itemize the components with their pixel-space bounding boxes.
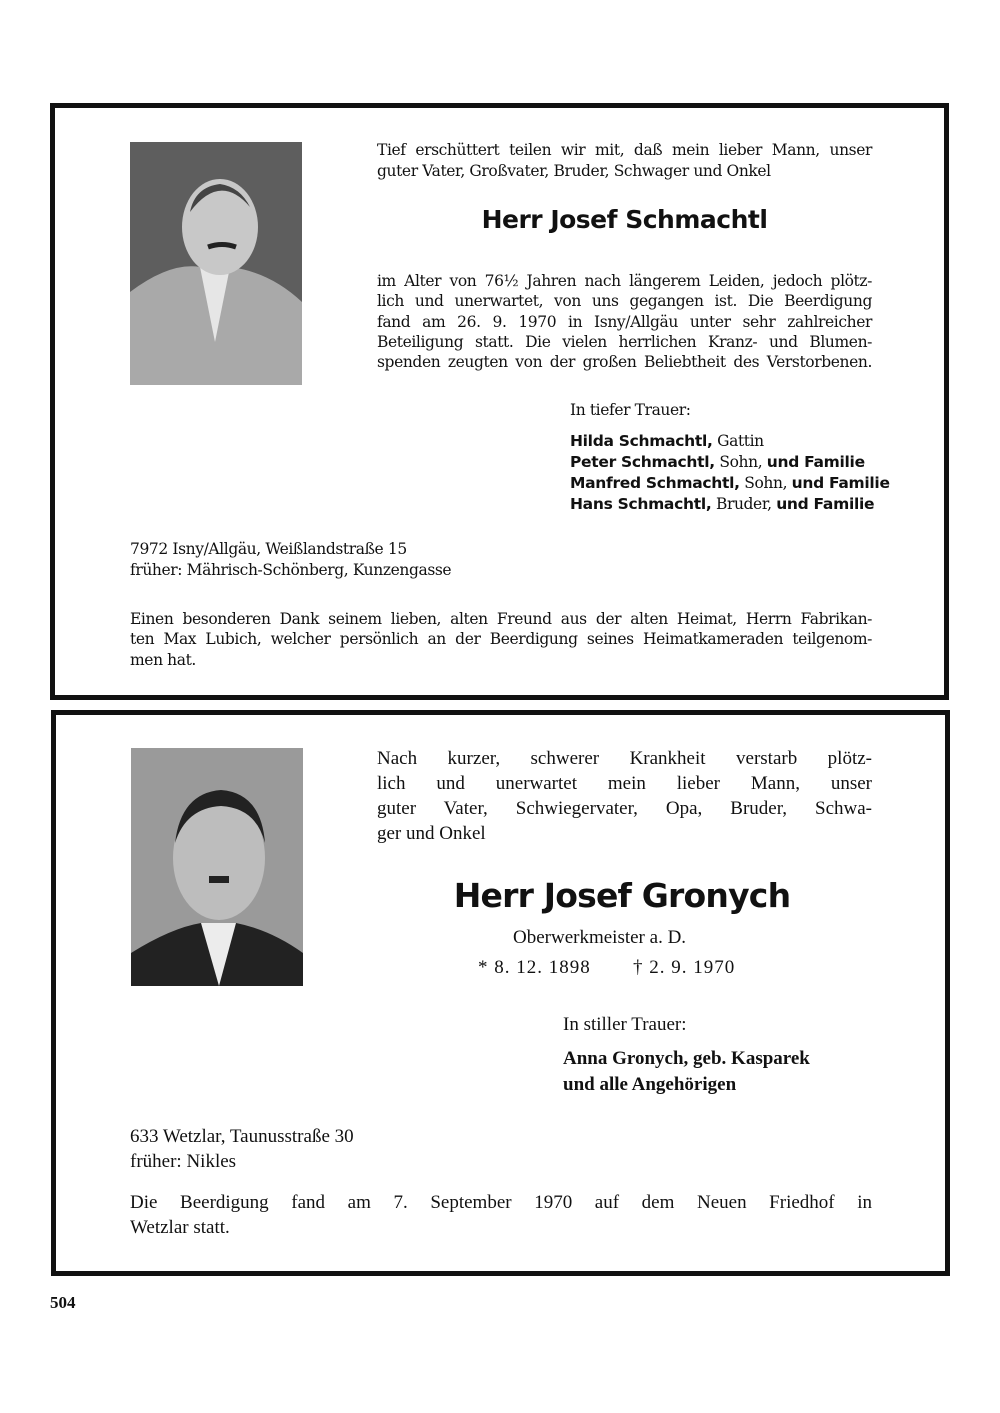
address-line: 7972 Isny/Allgäu, Weißlandstraße 15 (130, 540, 407, 558)
funeral-line: Die Beerdigung fand am 7. September 1970 auf dem Neuen Friedhof in (130, 1192, 872, 1213)
mourner (570, 452, 865, 472)
body-line: Beteiligung statt. Die vielen herrlichen Kranz- und Blumen- (377, 333, 872, 351)
thanks-line: men hat. (130, 651, 196, 669)
thanks-line: Einen besonderen Dank seinem lieben, alten Freund aus der alten Heimat, Herrn Fabrikan- (130, 610, 872, 628)
thanks-line: ten Max Lubich, welcher persönlich an der Beerdigung seines Heimatkameraden teilgenom- (130, 630, 872, 648)
mourner-name: Hilda Schmachtl, (570, 432, 713, 450)
mourner-suffix: und Familie (791, 474, 890, 492)
address-line: früher: Nikles (130, 1151, 237, 1172)
mourner: Anna Gronych, geb. Kasparek (563, 1048, 810, 1069)
intro-line: guter Vater, Schwiegervater, Opa, Bruder, Schwa- (377, 798, 872, 819)
mourner-relation: Sohn, (714, 453, 767, 471)
deceased-title: Oberwerkmeister a. D. (513, 927, 687, 948)
body-line: lich und unerwartet, von uns gegangen ist. Die Beerdigung (377, 292, 872, 310)
deceased-name: Herr Josef Gronych (453, 876, 791, 915)
page-number: 504 (50, 1293, 76, 1312)
address-line: früher: Mährisch-Schönberg, Kunzengasse (130, 561, 452, 579)
mourner-relation: Bruder, (711, 495, 777, 513)
mourner-suffix: und Familie (766, 453, 865, 471)
mourner-relation: Gattin (712, 432, 764, 450)
birth-date: * 8. 12. 1898 (478, 957, 591, 978)
mourner-suffix: und Familie (776, 495, 875, 513)
death-date: † 2. 9. 1970 (633, 957, 736, 978)
body-line: fand am 26. 9. 1970 in Isny/Allgäu unter sehr zahlreicher (377, 313, 872, 331)
intro-line: guter Vater, Großvater, Bruder, Schwager und Onkel (377, 162, 771, 180)
intro-line: lich und unerwartet mein lieber Mann, unser (377, 773, 872, 794)
mourning-heading: In tiefer Trauer: (570, 401, 691, 419)
mourner-name: Peter Schmachtl, (570, 453, 715, 471)
body-line: im Alter von 76½ Jahren nach längerem Leiden, jedoch plötz- (377, 272, 872, 290)
funeral-line: Wetzlar statt. (130, 1217, 230, 1238)
mourning-heading: In stiller Trauer: (563, 1014, 687, 1035)
mourner: und alle Angehörigen (563, 1074, 737, 1095)
intro-line: Nach kurzer, schwerer Krankheit verstarb plötz- (377, 748, 872, 769)
mourner (570, 473, 890, 493)
portrait-photo-gronych (131, 748, 303, 986)
portrait-photo-schmachtl (130, 142, 302, 385)
intro-line: ger und Onkel (377, 823, 486, 844)
mourner-relation: Sohn, (739, 474, 792, 492)
body-line: spenden zeugten von der großen Beliebtheit des Verstorbenen. (377, 353, 872, 371)
intro-line: Tief erschüttert teilen wir mit, daß mein lieber Mann, unser (377, 141, 872, 159)
address-line: 633 Wetzlar, Taunusstraße 30 (130, 1126, 354, 1147)
mourner-name: Manfred Schmachtl, (570, 474, 740, 492)
deceased-name: Herr Josef Schmachtl (481, 205, 768, 234)
mourner (570, 494, 874, 514)
mourner-name: Hans Schmachtl, (570, 495, 712, 513)
mourner (570, 431, 764, 451)
